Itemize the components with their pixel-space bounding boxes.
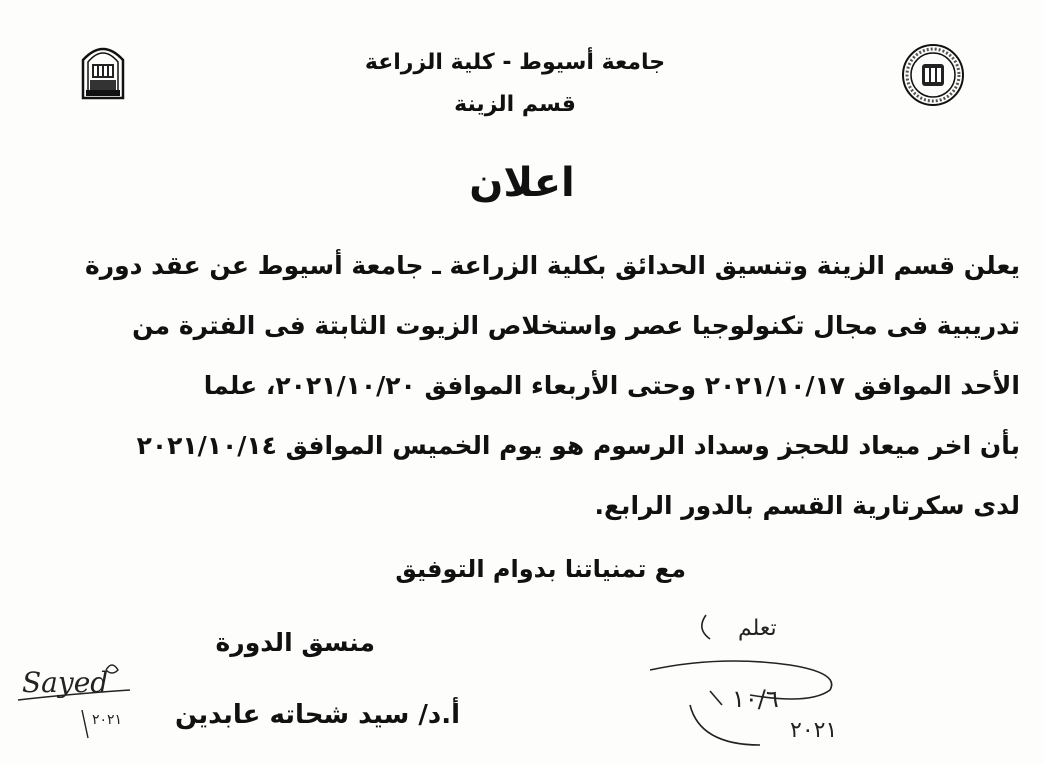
svg-text:٢٠٢١: ٢٠٢١: [790, 718, 838, 743]
institution-name: جامعة أسيوط - كلية الزراعة: [364, 50, 666, 75]
header: [300, 48, 730, 120]
svg-text:٢٠٢١: ٢٠٢١: [92, 712, 123, 728]
announcement-title: اعلان: [469, 160, 575, 206]
body-line: لدى سكرتارية القسم بالدور الرابع.: [594, 491, 1020, 520]
body-line: الأحد الموافق ٢٠٢١/١٠/١٧ وحتى الأربعاء الموافق ٢٠٢١/١٠/٢٠، علما: [203, 371, 1020, 400]
body-line: بأن اخر ميعاد للحجز وسداد الرسوم هو يوم الخميس الموافق ٢٠٢١/١٠/١٤: [136, 431, 1020, 460]
approval-note: تعلم: [738, 616, 777, 641]
svg-text:١٠/٦: ١٠/٦: [732, 685, 779, 713]
department-name: قسم الزينة: [454, 92, 576, 117]
coordinator-signature: [10, 650, 160, 740]
closing-wish: مع تمنياتنا بدوام التوفيق: [395, 555, 686, 583]
assiut-university-seal-icon: [900, 42, 966, 108]
university-building-emblem-icon: [78, 38, 128, 100]
approval-signature: [640, 595, 870, 755]
svg-text:Sayed: Sayed: [22, 666, 109, 699]
announcement-body: [14, 236, 1020, 536]
body-line: يعلن قسم الزينة وتنسيق الحدائق بكلية الزراعة ـ جامعة أسيوط عن عقد دورة: [84, 251, 1020, 280]
coordinator-title: منسق الدورة: [215, 628, 375, 657]
coordinator-name: أ.د/ سيد شحاته عابدين: [174, 700, 460, 730]
body-line: تدريبية فى مجال تكنولوجيا عصر واستخلاص الزيوت الثابتة فى الفترة من: [132, 311, 1020, 340]
